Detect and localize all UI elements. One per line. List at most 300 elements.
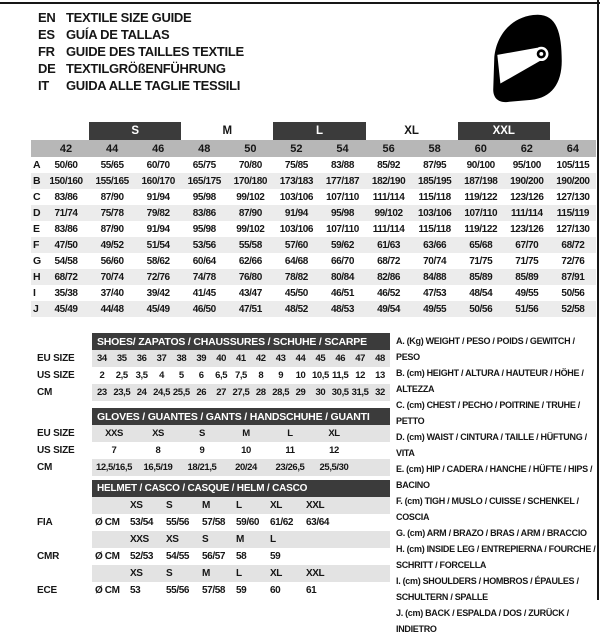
gloves-table-title: GLOVES / GUANTES / GANTS / HANDSCHUHE / GUANTI bbox=[92, 408, 390, 425]
sub-value-cell: 12 bbox=[355, 370, 365, 381]
sub-value-cell: 28,5 bbox=[271, 384, 291, 401]
size-number-cell: 50 bbox=[227, 140, 273, 157]
measure-value-cell: 150/160 bbox=[43, 173, 89, 189]
measure-value-cell: 50/56 bbox=[561, 287, 585, 299]
measure-value-cell: 182/190 bbox=[366, 173, 412, 189]
sub-value-cell: XL bbox=[270, 497, 306, 514]
measure-value-cell: 85/92 bbox=[377, 159, 401, 171]
size-number-cell: 60 bbox=[458, 140, 504, 157]
size-number-row bbox=[31, 140, 596, 157]
sub-value-cell: 61/62 bbox=[270, 517, 294, 528]
measure-value-cell: 60/70 bbox=[146, 159, 170, 171]
measure-row-label: C bbox=[33, 191, 41, 203]
measure-value-cell: 47/50 bbox=[43, 237, 89, 253]
gloves-size-table bbox=[0, 408, 390, 476]
sub-value-cell: 9 bbox=[278, 370, 284, 381]
legend-item: H. (cm) INSIDE LEG / ENTREPIERNA / FOURCHE / SCHRITT / FORCELLA bbox=[396, 544, 596, 570]
shoes-size-table bbox=[0, 333, 390, 401]
sub-value-cell: 5 bbox=[178, 370, 184, 381]
sub-title-spacer bbox=[0, 333, 92, 350]
measure-value-cell: 95/98 bbox=[192, 223, 216, 235]
unit-cell: Ø CM bbox=[95, 551, 120, 562]
measure-value-cell: 190/200 bbox=[550, 173, 596, 189]
measure-value-cell: 66/70 bbox=[330, 255, 355, 267]
sub-value-cell: 24,5 bbox=[152, 384, 172, 401]
measure-value-cell: 75/85 bbox=[284, 159, 308, 171]
sub-row-label bbox=[0, 497, 92, 514]
measure-value-cell: 105/115 bbox=[556, 159, 590, 171]
measure-value-cell: 54/58 bbox=[54, 255, 78, 267]
sub-value-cell: 29 bbox=[291, 384, 311, 401]
sub-value-cell: 57/58 bbox=[202, 517, 226, 528]
measure-value-cell: 173/183 bbox=[273, 173, 319, 189]
sub-value-cell: 11 bbox=[285, 445, 295, 456]
measure-value-cell: 78/82 bbox=[273, 269, 319, 285]
sub-row bbox=[0, 425, 390, 442]
measure-value-cell: 119/122 bbox=[464, 223, 498, 235]
sub-value-cell: 46 bbox=[330, 350, 350, 367]
measure-value-cell: 115/118 bbox=[418, 191, 451, 203]
language-row bbox=[38, 43, 244, 60]
sub-value-cell: 27 bbox=[211, 384, 231, 401]
language-code: EN bbox=[38, 10, 56, 25]
sub-value-cell: 32 bbox=[370, 384, 390, 401]
sub-row-label: ECE bbox=[0, 582, 92, 599]
sub-value-cell: 7,5 bbox=[234, 370, 247, 381]
sub-title-row bbox=[0, 333, 390, 350]
sub-value-cell: 9 bbox=[199, 445, 205, 456]
measure-value-cell: 87/95 bbox=[423, 159, 447, 171]
legend-item: D. (cm) WAIST / CINTURA / TAILLE / HÜFTUNG / VITA bbox=[396, 432, 587, 458]
measure-value-cell: 160/170 bbox=[135, 173, 181, 189]
sub-value-cell: 37 bbox=[152, 350, 172, 367]
measure-value-cell: 76/80 bbox=[227, 269, 273, 285]
legend-item: E. (cm) HIP / CADERA / HANCHE / HÜFTE / HIPS / BACINO bbox=[396, 464, 593, 490]
legend-item: I. (cm) SHOULDERS / HOMBROS / ÉPAULES / SCHULTERN / SPALLE bbox=[396, 576, 579, 602]
sub-value-cell: S bbox=[180, 425, 224, 442]
sub-value-cell: 30,5 bbox=[330, 384, 350, 401]
sub-value-cell: 45 bbox=[310, 350, 330, 367]
measure-value-cell: 46/50 bbox=[181, 301, 227, 317]
sub-value-cell: 59/60 bbox=[236, 517, 260, 528]
legend-item: A. (Kg) WEIGHT / PESO / POIDS / GEWITCH / PESO bbox=[396, 336, 575, 362]
filler-cell bbox=[356, 459, 390, 476]
measure-value-cell: 41/45 bbox=[192, 287, 216, 299]
size-number-cell: 58 bbox=[412, 140, 458, 157]
sub-row-label: FIA bbox=[0, 514, 92, 531]
top-border-rule bbox=[0, 2, 600, 4]
sub-value-cell: 10 bbox=[241, 445, 251, 456]
sub-value-cell: 61 bbox=[306, 585, 317, 596]
language-code: FR bbox=[38, 44, 55, 59]
sub-value-cell: 54/55 bbox=[166, 551, 190, 562]
measure-value-cell: 70/74 bbox=[423, 255, 447, 267]
measure-value-cell: 65/75 bbox=[192, 159, 216, 171]
language-code: ES bbox=[38, 27, 55, 42]
measure-value-cell: 51/54 bbox=[135, 237, 181, 253]
measure-value-cell: 68/72 bbox=[377, 255, 401, 267]
measure-value-cell: 60/64 bbox=[192, 255, 216, 267]
sub-value-cell: 56/57 bbox=[202, 551, 226, 562]
measure-value-cell: 127/130 bbox=[556, 223, 590, 235]
sub-value-cell: 8 bbox=[258, 370, 264, 381]
sub-value-cell: L bbox=[268, 425, 312, 442]
measure-value-cell: 103/106 bbox=[279, 191, 314, 203]
measure-row bbox=[31, 285, 596, 301]
size-group-cell: S bbox=[89, 122, 181, 140]
measure-value-cell: 44/48 bbox=[89, 301, 135, 317]
sub-row-label: CMR bbox=[0, 548, 92, 565]
legend-item: J. (cm) BACK / ESPALDA / DOS / ZURÜCK / INDIETRO bbox=[396, 608, 569, 634]
size-number-cell: 48 bbox=[181, 140, 227, 157]
sub-value-cell: 44 bbox=[291, 350, 311, 367]
racing-helmet-icon bbox=[492, 14, 564, 104]
helmet-size-table bbox=[0, 480, 390, 599]
measure-value-cell: 68/72 bbox=[43, 269, 89, 285]
measure-value-cell: 187/198 bbox=[458, 173, 504, 189]
sub-value-cell: L bbox=[270, 531, 306, 548]
measure-row-label: J bbox=[31, 301, 43, 317]
legend-item: F. (cm) TIGH / MUSLO / CUISSE / SCHENKEL / COSCIA bbox=[396, 496, 579, 522]
unit-cell bbox=[92, 497, 130, 514]
measure-value-cell: 47/53 bbox=[423, 287, 447, 299]
number-row-label-cell bbox=[31, 140, 43, 157]
sub-row bbox=[0, 514, 390, 531]
measure-value-cell: 107/110 bbox=[326, 223, 359, 235]
sub-value-cell: S bbox=[202, 531, 236, 548]
sub-value-cell: 2 bbox=[99, 370, 105, 381]
measure-value-cell: 49/55 bbox=[412, 301, 458, 317]
sub-value-cell: 25,5/30 bbox=[312, 459, 356, 476]
size-number-cell: 52 bbox=[273, 140, 319, 157]
sub-value-cell: XXL bbox=[306, 497, 390, 514]
sub-row-label bbox=[0, 565, 92, 582]
size-number-cell: 64 bbox=[550, 140, 596, 157]
sub-value-cell: 40 bbox=[211, 350, 231, 367]
measure-value-cell: 170/180 bbox=[227, 173, 273, 189]
sub-row bbox=[0, 350, 390, 367]
sub-value-cell: 43 bbox=[271, 350, 291, 367]
measure-value-cell: 48/54 bbox=[469, 287, 493, 299]
size-number-cell: 56 bbox=[366, 140, 412, 157]
measure-value-cell: 111/114 bbox=[372, 191, 405, 203]
textile-size-table bbox=[31, 122, 596, 317]
sub-value-cell: 11,5 bbox=[332, 370, 349, 381]
measure-value-cell: 55/58 bbox=[227, 237, 273, 253]
measure-row bbox=[31, 269, 596, 285]
measurement-legend bbox=[396, 333, 598, 637]
sub-value-cell: 3,5 bbox=[135, 370, 148, 381]
size-group-cell: XXL bbox=[458, 122, 550, 140]
measure-value-cell: 90/100 bbox=[466, 159, 495, 171]
sub-value-cell: XXL bbox=[306, 565, 390, 582]
sub-value-cell: 24 bbox=[132, 384, 152, 401]
language-code: IT bbox=[38, 78, 49, 93]
size-group-cell bbox=[43, 122, 89, 140]
language-label: GUIDA ALLE TAGLIE TESSILI bbox=[66, 78, 241, 93]
measure-row bbox=[31, 301, 596, 317]
measure-value-cell: 45/49 bbox=[135, 301, 181, 317]
size-number-cell: 54 bbox=[319, 140, 365, 157]
measure-value-cell: 82/86 bbox=[366, 269, 412, 285]
measure-value-cell: 103/106 bbox=[412, 205, 458, 221]
sub-value-cell: 53/54 bbox=[130, 517, 154, 528]
sub-value-cell: 26 bbox=[191, 384, 211, 401]
measure-value-cell: 99/102 bbox=[236, 223, 265, 235]
measure-value-cell: 48/53 bbox=[319, 301, 365, 317]
measure-value-cell: 99/102 bbox=[236, 191, 265, 203]
sub-value-cell: XL bbox=[312, 425, 356, 442]
sub-value-cell: 28 bbox=[251, 384, 271, 401]
measure-value-cell: 91/94 bbox=[146, 223, 170, 235]
sub-value-cell: 23,5 bbox=[112, 384, 132, 401]
helmet-table-title: HELMET / CASCO / CASQUE / HELM / CASCO bbox=[92, 480, 390, 497]
measure-row-label: I bbox=[33, 287, 36, 299]
sub-value-cell: 18/21,5 bbox=[180, 459, 224, 476]
measure-value-cell: 59/62 bbox=[319, 237, 365, 253]
measure-value-cell: 55/65 bbox=[100, 159, 124, 171]
measure-value-cell: 35/38 bbox=[54, 287, 78, 299]
sub-value-cell: 10 bbox=[295, 370, 306, 381]
sub-row bbox=[0, 565, 390, 582]
unit-cell bbox=[92, 531, 130, 548]
sub-value-cell: 16,5/19 bbox=[136, 459, 180, 476]
sub-value-cell: 63/64 bbox=[306, 517, 330, 528]
sub-value-cell: M bbox=[236, 531, 270, 548]
sub-value-cell: 12,5/16,5 bbox=[92, 459, 136, 476]
measure-value-cell: 71/74 bbox=[43, 205, 89, 221]
sub-value-cell: 6 bbox=[198, 370, 204, 381]
language-row bbox=[38, 26, 244, 43]
measure-value-cell: 45/50 bbox=[284, 287, 308, 299]
size-number-cell: 42 bbox=[43, 140, 89, 157]
sub-value-cell: S bbox=[166, 565, 202, 582]
measure-value-cell: 56/60 bbox=[100, 255, 124, 267]
measure-value-cell: 49/55 bbox=[515, 287, 539, 299]
sub-value-cell: XS bbox=[136, 425, 180, 442]
measure-value-cell: 83/86 bbox=[54, 191, 78, 203]
sub-value-cell: 2,5 bbox=[115, 370, 128, 381]
size-group-cell: M bbox=[181, 122, 273, 140]
language-row bbox=[38, 9, 244, 26]
measure-row bbox=[31, 173, 596, 189]
measure-value-cell: 50/60 bbox=[54, 159, 78, 171]
size-group-cell: L bbox=[273, 122, 365, 140]
measure-value-cell: 115/119 bbox=[550, 205, 596, 221]
measure-value-cell: 49/54 bbox=[366, 301, 412, 317]
measure-value-cell: 115/118 bbox=[418, 223, 451, 235]
language-label: GUIDE DES TAILLES TEXTILE bbox=[66, 44, 244, 59]
unit-cell bbox=[92, 565, 130, 582]
sub-row bbox=[0, 367, 390, 384]
sub-row-label: US SIZE bbox=[0, 442, 92, 459]
size-group-cell: XL bbox=[366, 122, 458, 140]
measure-value-cell: 71/75 bbox=[515, 255, 539, 267]
sub-value-cell: XXS bbox=[130, 531, 166, 548]
sub-value-cell bbox=[306, 548, 390, 565]
language-label: TEXTILE SIZE GUIDE bbox=[66, 10, 192, 25]
sub-value-cell: 10,5 bbox=[311, 370, 329, 381]
sub-value-cell: 57/58 bbox=[202, 585, 226, 596]
measure-row bbox=[31, 157, 596, 173]
measure-value-cell: 83/86 bbox=[181, 205, 227, 221]
measure-value-cell: 119/122 bbox=[464, 191, 498, 203]
measure-value-cell: 107/110 bbox=[458, 205, 504, 221]
sub-row-label: CM bbox=[0, 459, 92, 476]
measure-value-cell: 95/100 bbox=[512, 159, 541, 171]
sub-value-cell: 6,5 bbox=[215, 370, 228, 381]
measure-value-cell: 111/114 bbox=[372, 223, 405, 235]
sub-value-cell: 48 bbox=[370, 350, 390, 367]
sub-value-cell: 4 bbox=[159, 370, 164, 381]
sub-value-cell: 30 bbox=[310, 384, 330, 401]
sub-value-cell: XS bbox=[130, 497, 166, 514]
sub-value-cell: 59 bbox=[270, 551, 281, 562]
measure-value-cell: 123/126 bbox=[510, 223, 544, 235]
sub-value-cell: 34 bbox=[92, 350, 112, 367]
language-list bbox=[38, 9, 244, 94]
filler-cell bbox=[356, 425, 390, 442]
measure-value-cell: 61/63 bbox=[366, 237, 412, 253]
sub-value-cell: 23 bbox=[92, 384, 112, 401]
measure-value-cell: 39/42 bbox=[146, 287, 170, 299]
language-row bbox=[38, 60, 244, 77]
sub-value-cell: 13 bbox=[375, 370, 385, 381]
sub-row bbox=[0, 384, 390, 401]
measure-row-label: F bbox=[31, 237, 43, 253]
sub-row bbox=[0, 459, 390, 476]
measure-row-label: G bbox=[33, 255, 41, 267]
measure-value-cell: 72/76 bbox=[135, 269, 181, 285]
measure-value-cell: 107/110 bbox=[326, 191, 359, 203]
sub-value-cell: 35 bbox=[112, 350, 132, 367]
sub-title-row bbox=[0, 408, 390, 425]
measure-value-cell: 83/88 bbox=[330, 159, 355, 171]
measure-value-cell: 72/76 bbox=[561, 255, 585, 267]
size-number-cell: 46 bbox=[135, 140, 181, 157]
measure-value-cell: 49/52 bbox=[89, 237, 135, 253]
sub-row bbox=[0, 442, 390, 459]
measure-value-cell: 70/74 bbox=[89, 269, 135, 285]
sub-row-label bbox=[0, 531, 92, 548]
measure-value-cell: 190/200 bbox=[504, 173, 550, 189]
sub-row bbox=[0, 582, 390, 599]
measure-value-cell: 155/165 bbox=[89, 173, 135, 189]
measure-value-cell: 103/106 bbox=[279, 223, 314, 235]
measure-value-cell: 57/60 bbox=[273, 237, 319, 253]
sub-row bbox=[0, 548, 390, 565]
measure-value-cell: 47/51 bbox=[227, 301, 273, 317]
measure-value-cell: 71/75 bbox=[469, 255, 493, 267]
sub-value-cell: XL bbox=[270, 565, 306, 582]
measure-value-cell: 123/126 bbox=[510, 191, 544, 203]
measure-value-cell: 95/98 bbox=[319, 205, 365, 221]
language-code: DE bbox=[38, 61, 56, 76]
sub-row bbox=[0, 531, 390, 548]
measure-row bbox=[31, 237, 596, 253]
sub-value-cell: L bbox=[236, 497, 270, 514]
sub-value-cell: 41 bbox=[231, 350, 251, 367]
measure-value-cell: 65/68 bbox=[458, 237, 504, 253]
measure-value-cell: 87/90 bbox=[100, 191, 124, 203]
sub-value-cell: 8 bbox=[155, 445, 161, 456]
measure-value-cell: 43/47 bbox=[238, 287, 262, 299]
measure-value-cell: 80/84 bbox=[319, 269, 365, 285]
measure-row bbox=[31, 205, 596, 221]
measure-value-cell: 48/52 bbox=[273, 301, 319, 317]
measure-value-cell: 87/90 bbox=[100, 223, 124, 235]
measure-value-cell: 87/91 bbox=[550, 269, 596, 285]
sub-value-cell: 58 bbox=[236, 551, 247, 562]
sub-value-cell: XS bbox=[130, 565, 166, 582]
measure-row-label: D bbox=[31, 205, 43, 221]
group-row-label-cell bbox=[31, 122, 43, 140]
sub-row bbox=[0, 497, 390, 514]
measure-value-cell: 91/94 bbox=[146, 191, 170, 203]
sub-value-cell: 23/26,5 bbox=[268, 459, 312, 476]
measure-value-cell: 63/66 bbox=[412, 237, 458, 253]
sub-value-cell: M bbox=[202, 497, 236, 514]
measure-value-cell: 62/66 bbox=[238, 255, 262, 267]
language-label: GUÍA DE TALLAS bbox=[66, 27, 170, 42]
unit-cell: Ø CM bbox=[95, 585, 120, 596]
sub-value-cell: XS bbox=[166, 531, 202, 548]
measure-value-cell: 45/49 bbox=[43, 301, 89, 317]
measure-row-label: H bbox=[31, 269, 43, 285]
measure-value-cell: 46/51 bbox=[330, 287, 355, 299]
measure-value-cell: 85/89 bbox=[458, 269, 504, 285]
size-number-cell: 44 bbox=[89, 140, 135, 157]
measure-value-cell: 99/102 bbox=[366, 205, 412, 221]
unit-cell: Ø CM bbox=[95, 517, 120, 528]
measure-value-cell: 127/130 bbox=[556, 191, 590, 203]
sub-value-cell: 12 bbox=[329, 445, 339, 456]
filler-cell bbox=[356, 442, 390, 459]
legend-item: G. (cm) ARM / BRAZO / BRAS / ARM / BRACCIO bbox=[396, 528, 587, 538]
measure-row-label: B bbox=[31, 173, 43, 189]
sub-title-spacer bbox=[0, 480, 92, 497]
measure-value-cell: 46/52 bbox=[377, 287, 401, 299]
measure-value-cell: 58/62 bbox=[146, 255, 170, 267]
sub-value-cell: 53 bbox=[130, 585, 141, 596]
legend-item: C. (cm) CHEST / PECHO / POITRINE / TRUHE / PETTO bbox=[396, 400, 580, 426]
sub-value-cell: 31,5 bbox=[350, 384, 370, 401]
measure-row bbox=[31, 221, 596, 237]
measure-value-cell: 85/89 bbox=[504, 269, 550, 285]
measure-value-cell: 68/72 bbox=[550, 237, 596, 253]
measure-value-cell: 70/80 bbox=[238, 159, 262, 171]
sub-value-cell: M bbox=[202, 565, 236, 582]
measure-value-cell: 91/94 bbox=[273, 205, 319, 221]
language-row bbox=[38, 77, 244, 94]
sub-value-cell: 36 bbox=[132, 350, 152, 367]
measure-value-cell: 111/114 bbox=[504, 205, 550, 221]
measure-value-cell: 52/58 bbox=[550, 301, 596, 317]
sub-value-cell: 60 bbox=[270, 585, 281, 596]
measure-row-label: E bbox=[33, 223, 40, 235]
size-group-row bbox=[31, 122, 596, 140]
measure-value-cell: 84/88 bbox=[412, 269, 458, 285]
sub-value-cell: 55/56 bbox=[166, 517, 190, 528]
sub-value-cell: 25,5 bbox=[171, 384, 191, 401]
measure-value-cell: 79/82 bbox=[135, 205, 181, 221]
measure-row bbox=[31, 253, 596, 269]
sub-value-cell: 39 bbox=[191, 350, 211, 367]
sub-value-cell: S bbox=[166, 497, 202, 514]
measure-value-cell: 74/78 bbox=[181, 269, 227, 285]
measure-value-cell: 95/98 bbox=[192, 191, 216, 203]
sub-row-label: EU SIZE bbox=[0, 350, 92, 367]
